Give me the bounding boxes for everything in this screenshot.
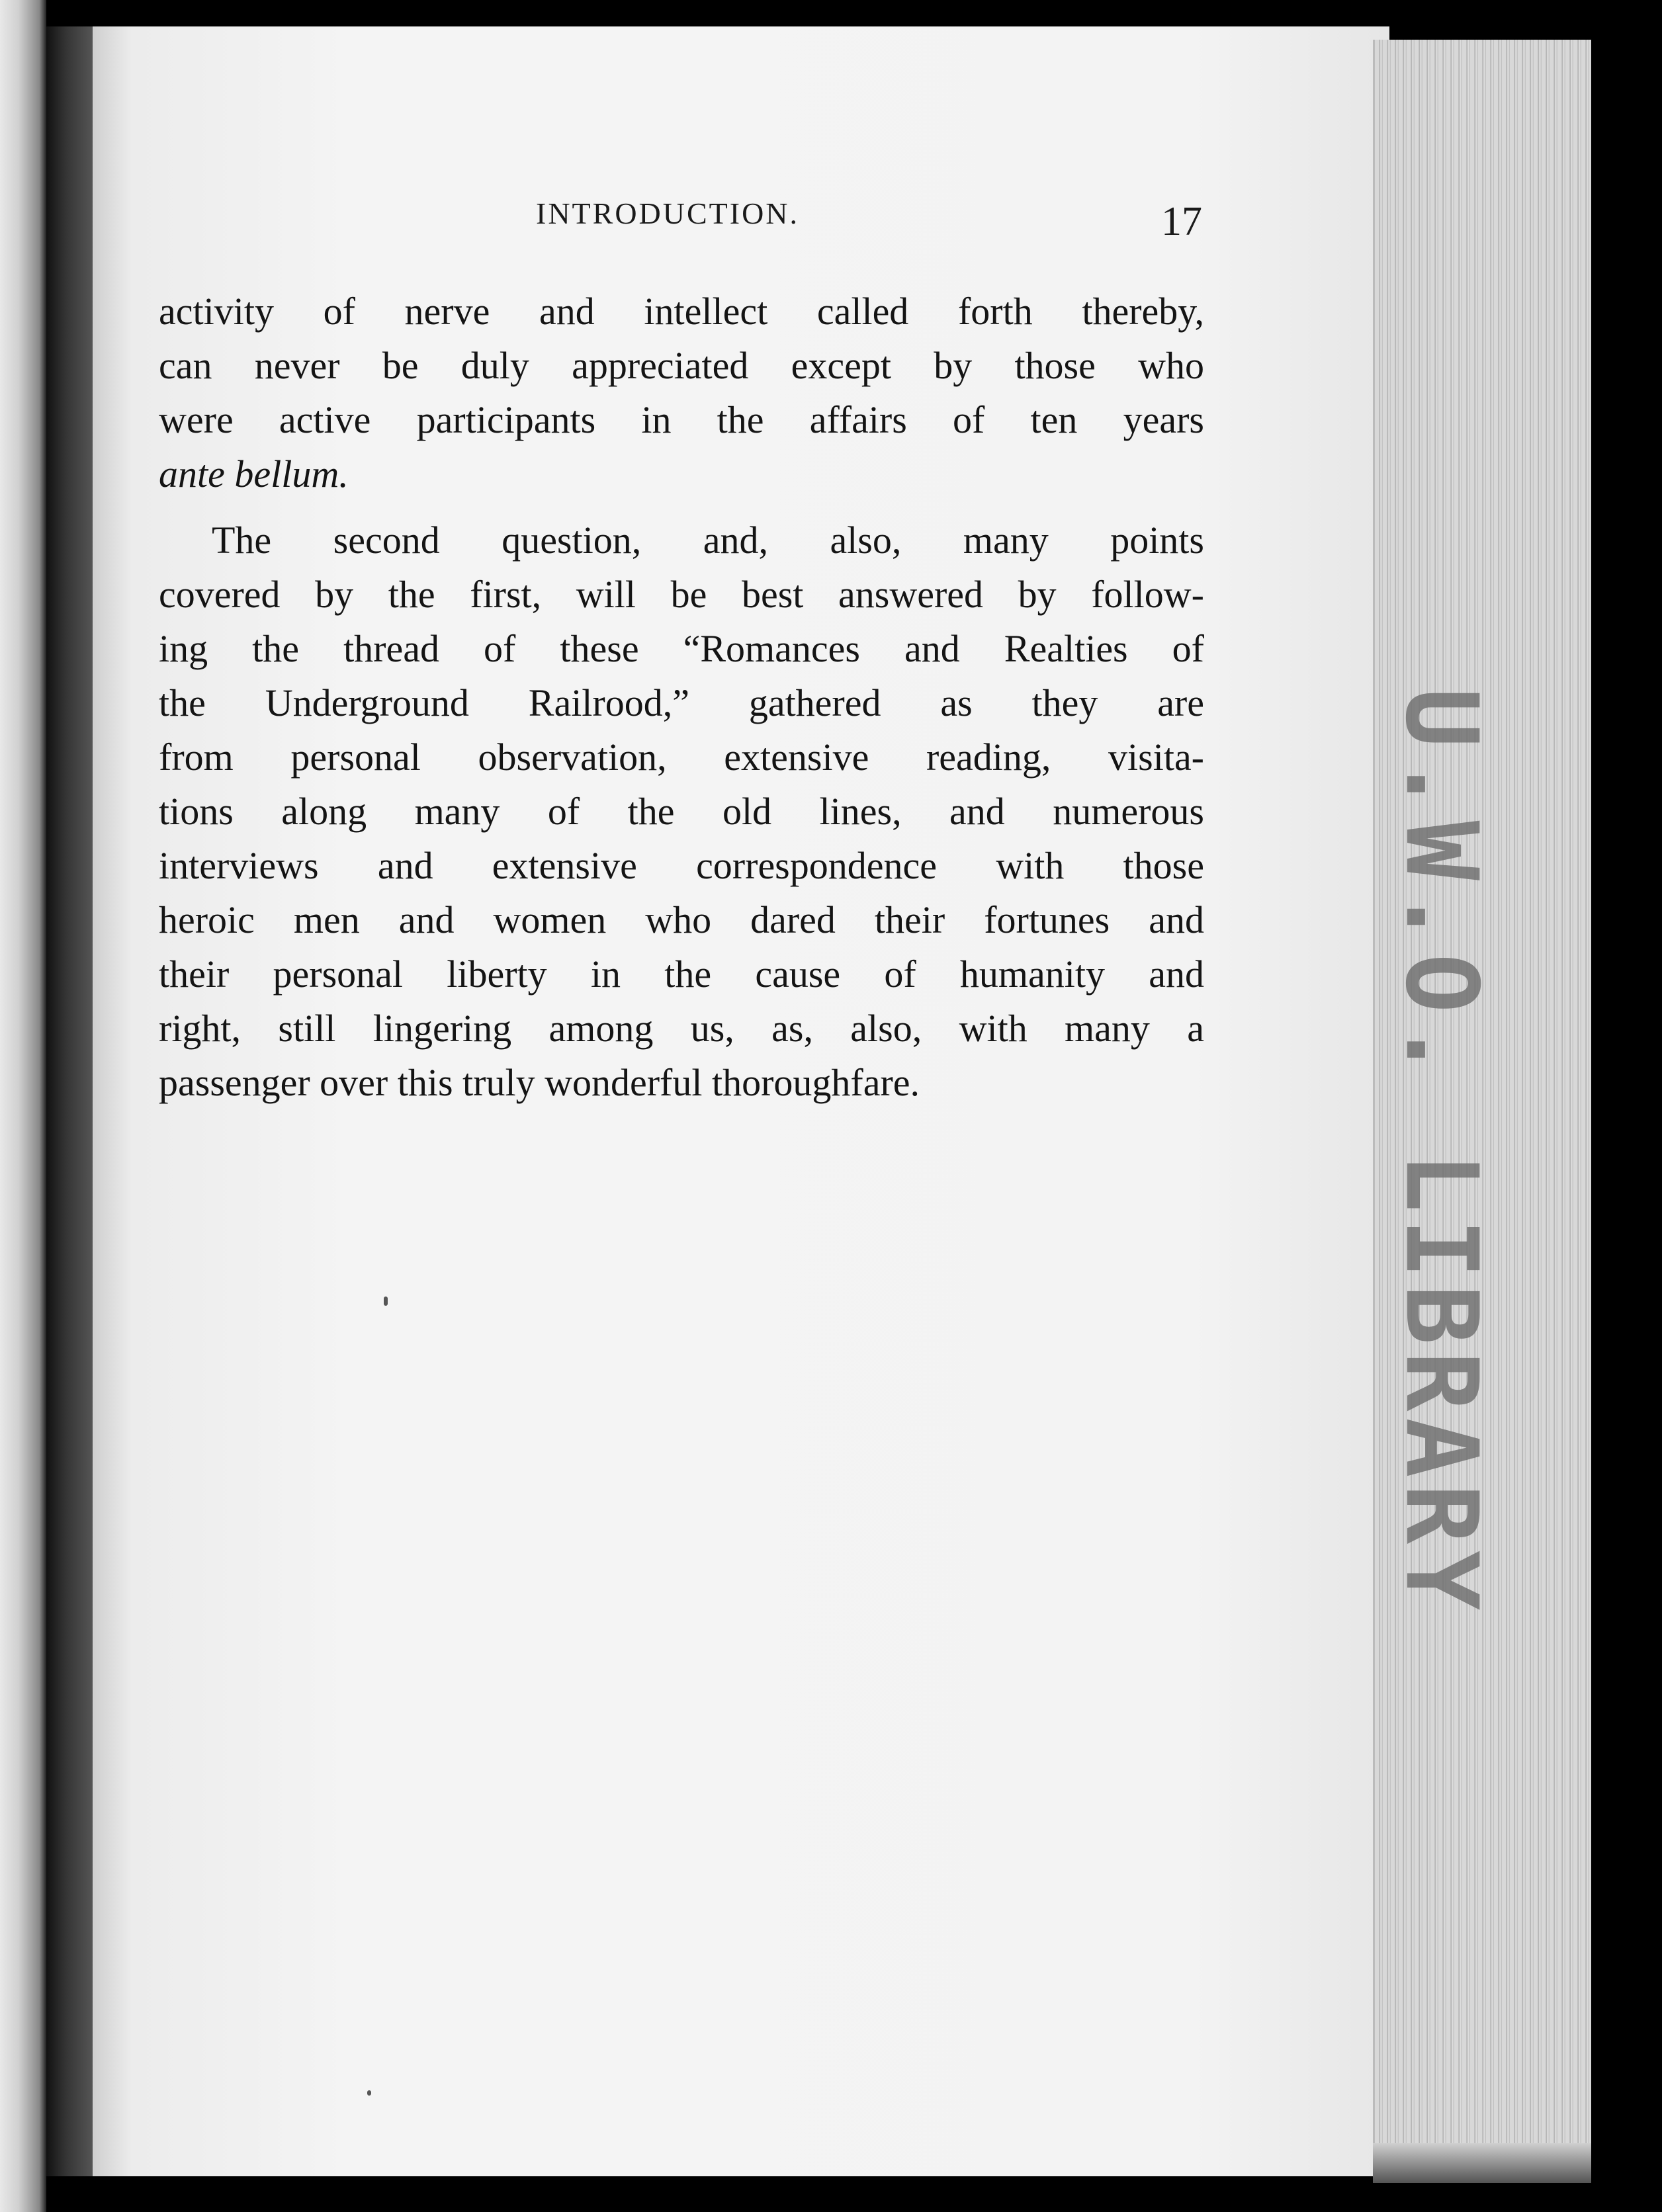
running-head: INTRODUCTION. bbox=[536, 196, 800, 230]
text-line: covered by the first, will be best answered by follow- bbox=[159, 573, 1204, 616]
text-line: the Underground Railrood,” gathered as they are bbox=[159, 681, 1204, 724]
ink-speck bbox=[367, 2090, 371, 2096]
text-line: right, still lingering among us, as, also, with many a bbox=[159, 1007, 1204, 1050]
italic-text-line: ante bellum. bbox=[159, 452, 349, 495]
body-text bbox=[159, 284, 1204, 1110]
text-line: from personal observation, extensive reading, visita- bbox=[159, 736, 1204, 779]
page-number: 17 bbox=[1161, 199, 1202, 244]
text-line: activity of nerve and intellect called forth thereby, bbox=[159, 290, 1204, 333]
text-line: were active participants in the affairs of ten years bbox=[159, 398, 1204, 441]
text-line: heroic men and women who dared their fortunes and bbox=[159, 898, 1204, 941]
text-line: interviews and extensive correspondence with those bbox=[159, 844, 1204, 887]
text-line: can never be duly appreciated except by those who bbox=[159, 344, 1204, 387]
book-gutter bbox=[46, 26, 93, 2176]
ink-speck bbox=[384, 1297, 388, 1306]
page-edge-bottom bbox=[1373, 2143, 1591, 2183]
text-line: their personal liberty in the cause of humanity and bbox=[159, 953, 1204, 996]
left-page-edge bbox=[0, 0, 46, 2212]
text-line: The second question, and, also, many points bbox=[212, 519, 1204, 562]
library-stamp: U.W.O. LIBRARY bbox=[1383, 688, 1499, 1617]
text-line: tions along many of the old lines, and numerous bbox=[159, 790, 1204, 833]
text-line: ing the thread of these “Romances and Realties of bbox=[159, 627, 1204, 670]
text-line: passenger over this truly wonderful thoroughfare. bbox=[159, 1061, 920, 1104]
scan-border bbox=[1591, 0, 1662, 2212]
